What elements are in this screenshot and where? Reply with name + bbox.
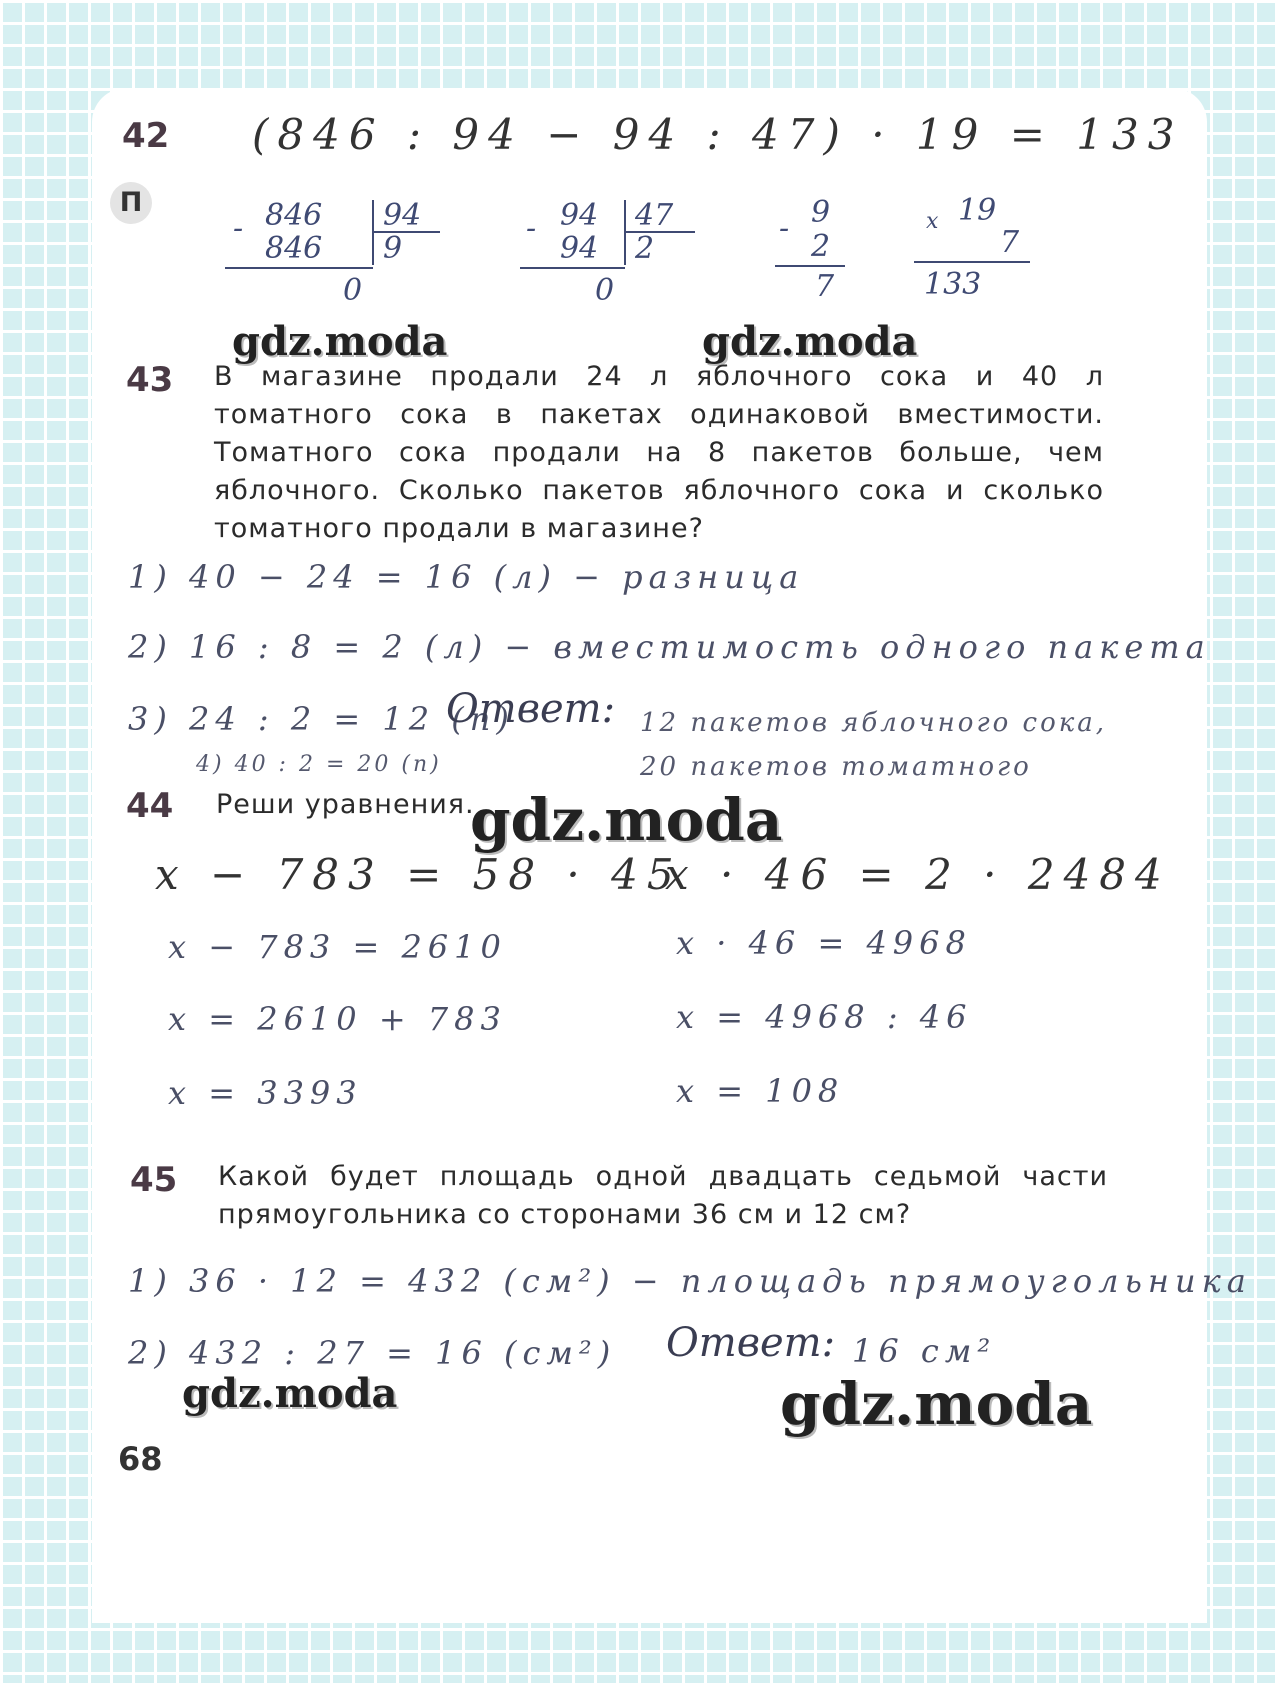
watermark: gdz.moda: [702, 318, 918, 365]
svg-text:7: 7: [1000, 225, 1020, 260]
svg-text:94: 94: [560, 231, 599, 266]
subtraction-9-2: [775, 190, 855, 310]
exercise-44-number: 44: [126, 786, 174, 826]
svg-text:2: 2: [811, 229, 831, 264]
svg-text:94: 94: [560, 198, 599, 233]
exercise-45-text: Какой будет площадь одной двадцать седьмой части прямоугольника со сторонами 36 см и 12 см?: [218, 1161, 1108, 1230]
p-marker: П: [110, 182, 152, 224]
equation-2: x · 46 = 2 · 2484: [665, 850, 1171, 899]
svg-text:9: 9: [811, 195, 831, 230]
exercise-45-step-2: 2) 432 : 27 = 16 (см²): [128, 1334, 617, 1372]
watermark: gdz.moda: [470, 786, 783, 854]
svg-text:7: 7: [815, 269, 835, 304]
svg-text:x: x: [926, 209, 939, 234]
svg-text:846: 846: [265, 231, 323, 266]
svg-text:2: 2: [635, 231, 655, 266]
exercise-43-step-3: 3) 24 : 2 = 12 (п): [128, 700, 515, 738]
exercise-42-number: 42: [122, 116, 169, 156]
exercise-43-step-4: 4) 40 : 2 = 20 (п): [196, 752, 442, 777]
exercise-43-answer-label: Ответ:: [446, 686, 616, 732]
svg-text:-: -: [526, 211, 537, 246]
equation-2-step-3: x = 108: [676, 1072, 845, 1110]
svg-text:94: 94: [383, 198, 422, 233]
exercise-45-number: 45: [130, 1160, 177, 1200]
equation-1-step-1: x − 783 = 2610: [168, 928, 507, 966]
svg-text:133: 133: [924, 267, 982, 302]
exercise-45-answer-label: Ответ:: [666, 1320, 836, 1366]
svg-text:-: -: [233, 211, 244, 246]
exercise-43-number: 43: [126, 360, 174, 400]
exercise-43-answer-line-1: 12 пакетов яблочного сока,: [640, 708, 1108, 738]
long-division-94-47: [520, 190, 720, 310]
exercise-43-step-1: 1) 40 − 24 = 16 (л) − разница: [128, 558, 805, 596]
svg-text:19: 19: [958, 193, 997, 228]
multiplication-19-7: [910, 190, 1050, 310]
equation-1-step-2: x = 2610 + 783: [168, 1000, 507, 1038]
svg-text:-: -: [779, 211, 790, 246]
svg-text:9: 9: [383, 231, 403, 266]
svg-text:47: 47: [635, 198, 674, 233]
watermark: gdz.moda: [780, 1370, 1093, 1438]
svg-text:0: 0: [595, 273, 615, 308]
exercise-43-answer-line-2: 20 пакетов томатного: [640, 752, 1032, 782]
exercise-44-text: Реши уравнения.: [216, 789, 475, 820]
equation-1-step-3: x = 3393: [168, 1074, 363, 1112]
watermark: gdz.moda: [232, 318, 448, 365]
exercise-43-step-2: 2) 16 : 8 = 2 (л) − вместимость одного пакета: [128, 628, 1211, 666]
exercise-45-step-1: 1) 36 · 12 = 432 (см²) − площадь прямоугольника: [128, 1262, 1252, 1300]
equation-1: x − 783 = 58 · 45: [155, 850, 683, 899]
svg-text:0: 0: [343, 273, 363, 308]
exercise-42-expression: (846 : 94 − 94 : 47) · 19 = 133: [252, 110, 1184, 159]
svg-text:846: 846: [265, 198, 323, 233]
page-number: 68: [118, 1440, 163, 1478]
exercise-45-answer: 16 см²: [852, 1332, 997, 1370]
watermark: gdz.moda: [182, 1370, 398, 1417]
equation-2-step-2: x = 4968 : 46: [676, 998, 973, 1036]
equation-2-step-1: x · 46 = 4968: [676, 924, 972, 962]
long-division-846-94: [225, 190, 465, 310]
exercise-43-text: В магазине продали 24 л яблочного сока и 40 л томатного сока в пакетах одинаковой вместимости. Томатного сока продали на 8 пакетов больше, чем яблочного. Сколько пакетов яблочного сока и сколько томатного продали в магазине?: [214, 361, 1104, 544]
